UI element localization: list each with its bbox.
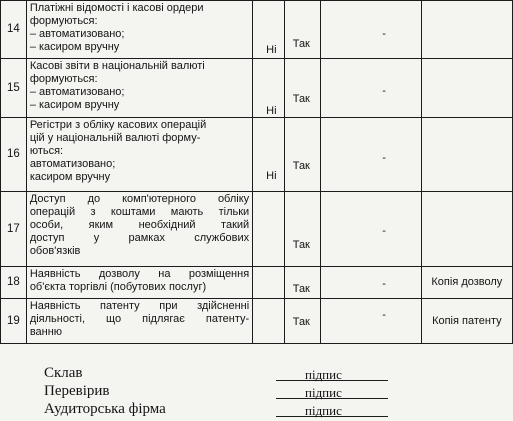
answer-no-cell bbox=[253, 1, 285, 59]
description-line: Регістри з обліку касових операцій bbox=[29, 119, 207, 131]
remark-dash: - bbox=[382, 152, 386, 164]
description-line: Наявність патенту при здійсненні bbox=[29, 300, 250, 312]
answer-no: Ні bbox=[266, 105, 277, 117]
remark-cell bbox=[321, 299, 422, 344]
table-row bbox=[1, 299, 513, 344]
remark-dash: - bbox=[382, 278, 386, 290]
description-line: формуються: bbox=[29, 15, 98, 27]
remark-cell bbox=[321, 118, 422, 192]
description-line: діяльності, що підлягає патенту- bbox=[29, 313, 250, 325]
remark-cell bbox=[321, 192, 422, 267]
description-line: Наявність дозволу на розміщення bbox=[29, 268, 250, 280]
signature-caption: підпис bbox=[305, 385, 342, 400]
table-row bbox=[1, 267, 513, 299]
row-description bbox=[26, 1, 252, 59]
signature-line-audit-firm bbox=[0, 401, 513, 421]
answer-no: Ні bbox=[266, 44, 277, 56]
description-line: – касиром вручну bbox=[29, 99, 120, 111]
description-line: цій у національній валюті форму- bbox=[29, 132, 201, 144]
row-number: 14 bbox=[1, 1, 27, 59]
signature-role: Склав bbox=[44, 365, 83, 381]
document-cell: Копія патенту bbox=[421, 299, 512, 344]
remark-cell bbox=[321, 59, 422, 118]
answer-no-cell bbox=[253, 299, 285, 344]
row-number: 15 bbox=[1, 59, 27, 118]
document-cell bbox=[421, 59, 512, 118]
document-cell: Копія дозволу bbox=[421, 267, 512, 299]
row-number: 19 bbox=[1, 299, 27, 344]
remark-dash: - bbox=[382, 225, 386, 237]
description-line: Касові звіти в національній валюті bbox=[29, 60, 205, 72]
row-number: 18 bbox=[1, 267, 27, 299]
answer-yes: Так bbox=[292, 283, 310, 295]
answer-yes-cell bbox=[284, 267, 320, 299]
table-row bbox=[1, 192, 513, 267]
signature-role: Аудиторська фірма bbox=[44, 401, 166, 417]
document-cell bbox=[421, 192, 512, 267]
answer-yes-cell bbox=[284, 118, 320, 192]
description-line: доступ у рамках службових bbox=[29, 232, 250, 244]
answer-no: Ні bbox=[266, 170, 277, 182]
row-description bbox=[26, 299, 252, 344]
description-line: касиром вручну bbox=[29, 171, 111, 183]
answer-no-cell bbox=[253, 192, 285, 267]
signature-caption: підпис bbox=[305, 403, 342, 418]
answer-yes: Так bbox=[292, 38, 310, 50]
remark-cell bbox=[321, 1, 422, 59]
answer-yes: Так bbox=[292, 160, 310, 172]
description-line: – автоматизовано; bbox=[29, 86, 125, 98]
row-description bbox=[26, 118, 252, 192]
description-line: ються: bbox=[29, 145, 64, 157]
document-cell bbox=[421, 1, 512, 59]
description-line: Платіжні відомості і касові ордери bbox=[29, 2, 204, 14]
row-description bbox=[26, 192, 252, 267]
table-row bbox=[1, 118, 513, 192]
signature-caption: підпис bbox=[305, 367, 342, 382]
description-line: обов'язків bbox=[29, 245, 81, 257]
answer-yes-cell bbox=[284, 192, 320, 267]
answer-no-cell bbox=[253, 267, 285, 299]
description-line: операцій з коштами мають тільки bbox=[29, 206, 250, 218]
answer-yes: Так bbox=[292, 239, 310, 251]
description-line: ванню bbox=[29, 326, 63, 338]
answer-yes-cell bbox=[284, 299, 320, 344]
answer-yes: Так bbox=[292, 93, 310, 105]
row-description bbox=[26, 59, 252, 118]
answer-yes: Так bbox=[292, 316, 310, 328]
table-row bbox=[1, 1, 513, 59]
description-line: особи, яким необхідний такий bbox=[29, 219, 250, 231]
table-row bbox=[1, 59, 513, 118]
remark-cell bbox=[321, 267, 422, 299]
description-line: формуються: bbox=[29, 73, 98, 85]
answer-yes-cell bbox=[284, 59, 320, 118]
description-line: автоматизовано; bbox=[29, 158, 116, 170]
signature-role: Перевірив bbox=[44, 383, 110, 399]
remark-dash: - bbox=[382, 85, 386, 97]
description-line: об'єкта торгівлі (побутових послуг) bbox=[29, 281, 207, 293]
answer-no-cell bbox=[253, 59, 285, 118]
description-line: – касиром вручну bbox=[29, 41, 120, 53]
remark-dash: - bbox=[382, 309, 386, 321]
document-cell bbox=[421, 118, 512, 192]
answer-no-cell bbox=[253, 118, 285, 192]
description-line: Доступ до комп'ютерного обліку bbox=[29, 193, 250, 205]
row-number: 17 bbox=[1, 192, 27, 267]
description-line: – автоматизовано; bbox=[29, 28, 125, 40]
row-description bbox=[26, 267, 252, 299]
answer-yes-cell bbox=[284, 1, 320, 59]
remark-dash: - bbox=[382, 28, 386, 40]
signature-line-checked bbox=[0, 383, 513, 403]
signature-line-compiled bbox=[0, 365, 513, 385]
row-number: 16 bbox=[1, 118, 27, 192]
